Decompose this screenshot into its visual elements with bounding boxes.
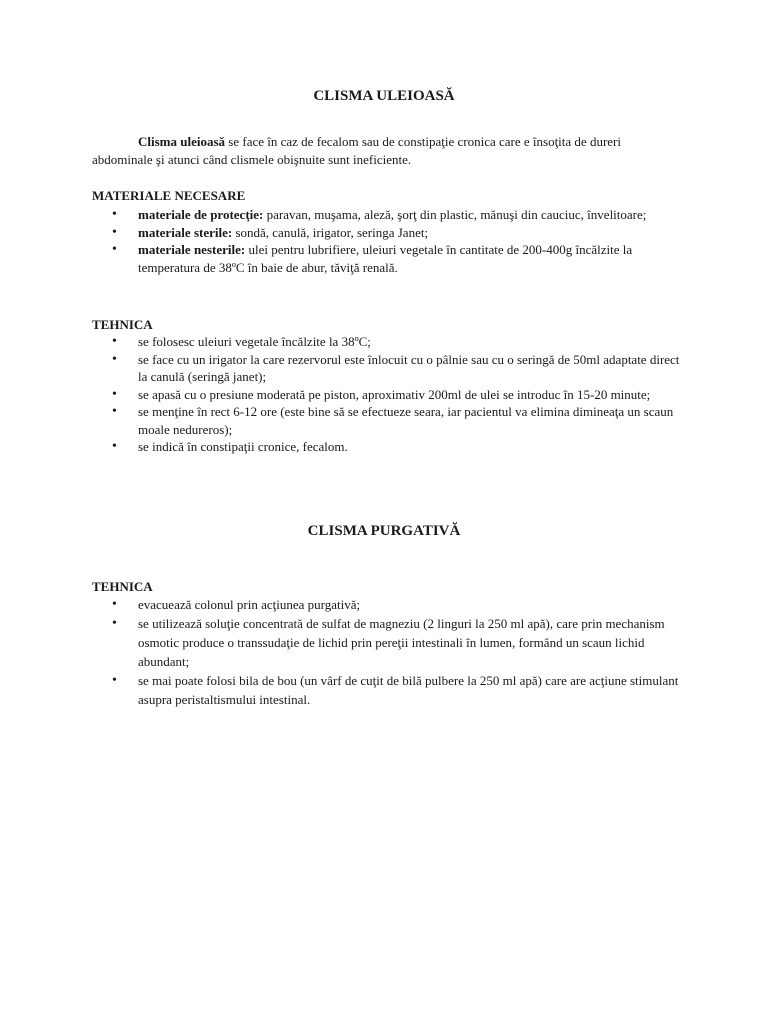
list-item bbox=[92, 206, 680, 224]
section1-intro bbox=[92, 133, 678, 168]
list-item bbox=[92, 241, 680, 276]
list-item: • se indică în constipaţii cronice, fecalom. bbox=[92, 438, 680, 456]
material-text: paravan, muşama, aleză, şorţ din plastic, mănuşi din cauciuc, învelitoare; bbox=[263, 207, 647, 222]
material-text: sondă, canulă, irigator, seringa Janet; bbox=[232, 224, 429, 240]
intro-bold-term: Clisma uleioasă bbox=[138, 134, 226, 149]
list-item: • se mai poate folosi bila de bou (un vârf de cuţit de bilă pulbere la 250 ml apă) care are acţiune stimulant asupra peristaltismului intestinal. bbox=[92, 671, 680, 709]
material-label: materiale sterile: bbox=[138, 224, 233, 240]
material-label: materiale nesterile: bbox=[138, 242, 246, 257]
list-item: • se apasă cu o presiune moderată pe piston, aproximativ 200ml de ulei se introduc în 15-20 minute; bbox=[92, 386, 680, 404]
technique-list-2 bbox=[92, 595, 680, 709]
section2-title: CLISMA PURGATIVĂ bbox=[307, 523, 461, 539]
technique-list-1 bbox=[92, 333, 680, 456]
section1-title: CLISMA ULEIOASĂ bbox=[313, 88, 455, 104]
list-item: • se menţine în rect 6-12 ore (este bine să se efectueze seara, iar pacientul va elimina dimineaţa un scaun moale nedureros); bbox=[92, 403, 680, 438]
material-label: materiale de protecţie: bbox=[138, 207, 264, 222]
intro-text: se face în caz de fecalom sau de constipaţie cronica care e însoţita de dureri abdominale şi atunci când clismele obişnuite sunt ineficiente. bbox=[92, 134, 621, 167]
list-item: • evacuează colonul prin acţiunea purgativă; bbox=[92, 595, 680, 614]
material-text: ulei pentru lubrifiere, uleiuri vegetale în cantitate de 200-400g încălzite la temperatura de 38ºC în baie de abur, tăviţă renală. bbox=[138, 242, 633, 275]
technique-heading-2: TEHNICA bbox=[92, 579, 153, 594]
list-item: • se face cu un irigator la care rezervorul este înlocuit cu o pâlnie sau cu o seringă de 50ml adaptate direct la canulă (seringă janet); bbox=[92, 351, 680, 386]
list-item: • se utilizează soluţie concentrată de sulfat de magneziu (2 linguri la 250 ml apă), care prin mechanism osmotic produce o transsudaţie de lichid prin pereţii intestinali în lumen, formând un scaun lichid abundant; bbox=[92, 614, 680, 671]
list-item: • se folosesc uleiuri vegetale încălzite la 38ºC; bbox=[92, 333, 680, 351]
technique-heading-1: TEHNICA bbox=[92, 317, 153, 332]
list-item bbox=[92, 224, 680, 242]
materials-heading: MATERIALE NECESARE bbox=[92, 188, 246, 203]
materials-list bbox=[92, 206, 680, 276]
